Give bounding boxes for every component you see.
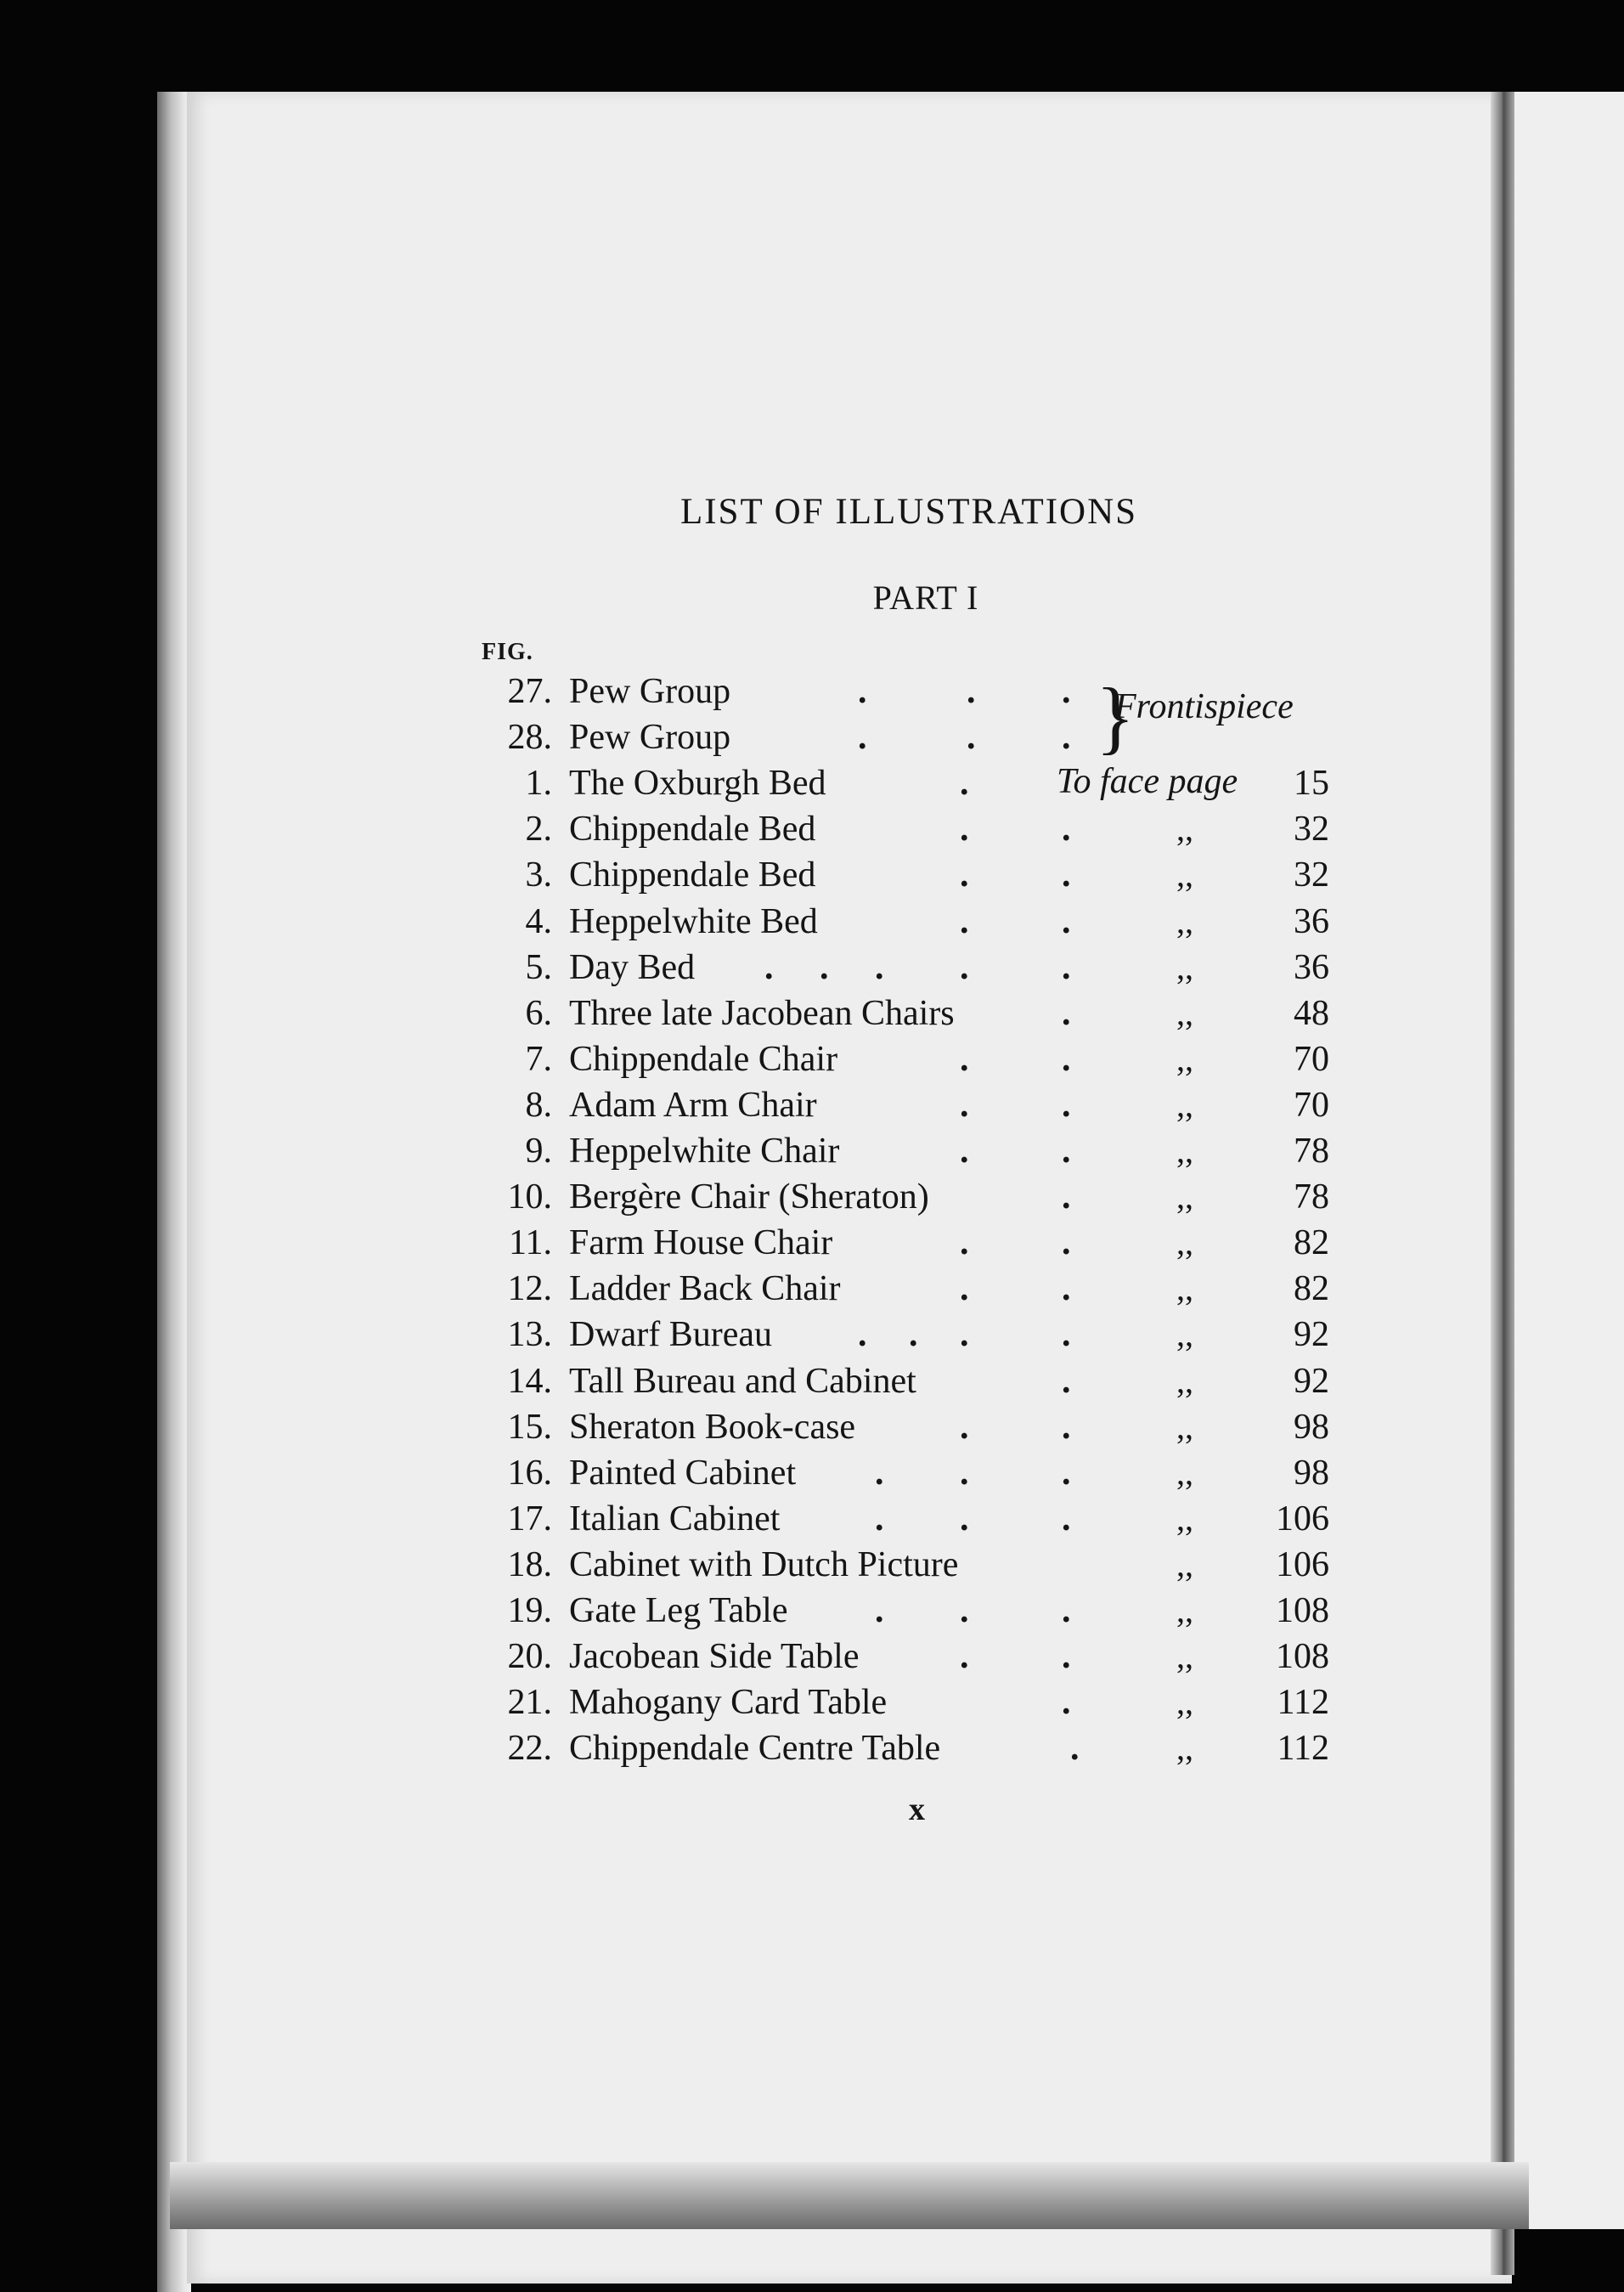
leader-dot: .: [875, 1453, 884, 1493]
illustration-title: Dwarf Bureau: [569, 1315, 773, 1355]
leader-dot: .: [960, 1269, 969, 1309]
page-number: 70: [1294, 1085, 1329, 1125]
fig-number: 3.: [525, 855, 552, 895]
leader-dot: .: [1062, 1269, 1071, 1309]
list-item: [476, 1728, 1342, 1774]
list-item: [476, 717, 1342, 763]
fig-number: 1.: [525, 764, 552, 804]
ditto-mark: ,,: [1176, 1315, 1193, 1354]
ditto-mark: ,,: [1176, 1269, 1193, 1308]
illustration-title: Pew Group: [569, 672, 731, 711]
illustration-title: The Oxburgh Bed: [569, 764, 826, 804]
list-item: [476, 1499, 1342, 1544]
page-number: 98: [1294, 1453, 1329, 1493]
leader-dot: .: [960, 1453, 969, 1493]
leader-dot: .: [1062, 1407, 1071, 1447]
fig-number: 18.: [507, 1544, 552, 1584]
illustration-title: Jacobean Side Table: [569, 1637, 860, 1677]
fig-number: 8.: [525, 1085, 552, 1125]
illustration-title: Italian Cabinet: [569, 1499, 781, 1538]
leader-dot: .: [1062, 1223, 1071, 1263]
list-item: [476, 1361, 1342, 1407]
fig-number: 17.: [507, 1499, 552, 1538]
list-item: [476, 1544, 1342, 1590]
fig-number: 2.: [525, 810, 552, 850]
leader-dot: .: [960, 1085, 969, 1125]
fig-number: 10.: [507, 1177, 552, 1217]
fig-number: 19.: [507, 1591, 552, 1630]
ditto-mark: ,,: [1176, 1085, 1193, 1124]
fig-number: 6.: [525, 993, 552, 1033]
list-item: [476, 1590, 1342, 1636]
illustration-title: Three late Jacobean Chairs: [569, 993, 955, 1033]
fig-number: 11.: [509, 1223, 552, 1263]
list-item: [476, 947, 1342, 993]
illustration-title: Sheraton Book-case: [569, 1407, 856, 1447]
fig-number: 13.: [507, 1315, 552, 1355]
leader-dot: .: [1062, 1499, 1071, 1538]
list-item: [476, 1039, 1342, 1085]
leader-dot: .: [960, 1637, 969, 1677]
part-heading: PART I: [872, 579, 979, 617]
leader-dot: .: [1062, 1315, 1071, 1355]
leader-dot: .: [960, 947, 969, 987]
leader-dot: .: [1062, 810, 1071, 850]
leader-dot: .: [960, 1407, 969, 1447]
list-item: [476, 993, 1342, 1039]
illustration-title: Day Bed: [569, 947, 696, 987]
leader-dot: .: [960, 1132, 969, 1171]
illustration-title: Gate Leg Table: [569, 1591, 788, 1630]
page-left-edge: [157, 92, 191, 2292]
leader-dot: .: [875, 1591, 884, 1630]
page-folio: x: [909, 1792, 925, 1827]
ditto-mark: ,,: [1176, 1361, 1193, 1400]
to-face-page-label: To face page: [1057, 762, 1238, 801]
leader-dot: .: [1062, 672, 1071, 711]
fig-number: 12.: [507, 1269, 552, 1309]
leader-dot: .: [875, 1499, 884, 1538]
ditto-mark: ,,: [1176, 810, 1193, 849]
illustration-title: Adam Arm Chair: [569, 1085, 817, 1125]
fig-number: 4.: [525, 901, 552, 941]
ditto-mark: ,,: [1176, 1407, 1193, 1446]
leader-dot: .: [1062, 1637, 1071, 1677]
leader-dot: .: [967, 672, 976, 711]
leader-dot: .: [1062, 1453, 1071, 1493]
leader-dot: .: [1062, 1591, 1071, 1630]
ditto-mark: ,,: [1176, 1177, 1193, 1217]
illustration-title: Bergère Chair (Sheraton): [569, 1177, 929, 1217]
list-item: [476, 1682, 1342, 1728]
facing-page-edge: [1514, 92, 1624, 2229]
fig-column-label: FIG.: [482, 639, 533, 665]
illustration-title: Heppelwhite Bed: [569, 901, 818, 941]
frontispiece-brace: }: [1096, 671, 1136, 762]
leader-dot: .: [1062, 993, 1071, 1033]
page-number: 15: [1294, 764, 1329, 804]
fig-number: 7.: [525, 1039, 552, 1079]
ditto-mark: ,,: [1176, 1223, 1193, 1262]
list-item: [476, 855, 1342, 900]
list-item: [476, 1314, 1342, 1360]
page-number: 36: [1294, 947, 1329, 987]
fig-number: 28.: [507, 718, 552, 758]
fig-number: 15.: [507, 1407, 552, 1447]
list-item: [476, 1453, 1342, 1499]
list-item: [476, 671, 1342, 717]
list-item: [476, 1407, 1342, 1453]
leader-dot: .: [960, 901, 969, 941]
leader-dot: .: [1070, 1729, 1080, 1769]
leader-dot: .: [820, 947, 829, 987]
leader-dot: .: [960, 1315, 969, 1355]
ditto-mark: ,,: [1176, 1683, 1193, 1722]
page-number: 108: [1276, 1637, 1329, 1677]
fig-number: 14.: [507, 1361, 552, 1401]
fig-number: 16.: [507, 1453, 552, 1493]
ditto-mark: ,,: [1176, 1039, 1193, 1078]
leader-dot: .: [960, 1223, 969, 1263]
page-number: 98: [1294, 1407, 1329, 1447]
illustration-title: Ladder Back Chair: [569, 1269, 841, 1309]
page-number: 106: [1276, 1499, 1329, 1538]
list-item: [476, 763, 1342, 809]
ditto-mark: ,,: [1176, 855, 1193, 895]
illustration-title: Painted Cabinet: [569, 1453, 797, 1493]
ditto-mark: ,,: [1176, 901, 1193, 940]
leader-dot: .: [1062, 1132, 1071, 1171]
leader-dot: .: [909, 1315, 918, 1355]
fig-number: 27.: [507, 672, 552, 711]
page-number: 32: [1294, 855, 1329, 895]
ditto-mark: ,,: [1176, 993, 1193, 1032]
illustration-title: Chippendale Bed: [569, 810, 816, 850]
list-item: [476, 1131, 1342, 1177]
page-bottom-shadow: [170, 2162, 1529, 2229]
page-title: LIST OF ILLUSTRATIONS: [679, 492, 1138, 532]
page-number: 32: [1294, 810, 1329, 850]
leader-dot: .: [960, 764, 969, 804]
page-number: 108: [1276, 1591, 1329, 1630]
leader-dot: .: [1062, 901, 1071, 941]
leader-dot: .: [960, 1591, 969, 1630]
fig-number: 21.: [507, 1683, 552, 1723]
list-item: [476, 901, 1342, 947]
page-number: 92: [1294, 1361, 1329, 1401]
leader-dot: .: [960, 1039, 969, 1079]
ditto-mark: ,,: [1176, 1637, 1193, 1676]
page-number: 112: [1277, 1729, 1329, 1769]
illustration-title: Chippendale Bed: [569, 855, 816, 895]
page-number: 82: [1294, 1269, 1329, 1309]
leader-dot: .: [1062, 1361, 1071, 1401]
ditto-mark: ,,: [1176, 1544, 1193, 1584]
leader-dot: .: [967, 718, 976, 758]
page-number: 36: [1294, 901, 1329, 941]
page-number: 92: [1294, 1315, 1329, 1355]
illustration-title: Heppelwhite Chair: [569, 1132, 840, 1171]
leader-dot: .: [1062, 718, 1071, 758]
page-number: 70: [1294, 1039, 1329, 1079]
list-item: [476, 1268, 1342, 1314]
leader-dot: .: [1062, 1039, 1071, 1079]
leader-dot: .: [1062, 1177, 1071, 1217]
list-item: [476, 1222, 1342, 1268]
leader-dot: .: [1062, 1085, 1071, 1125]
ditto-mark: ,,: [1176, 1591, 1193, 1629]
leader-dot: .: [858, 718, 867, 758]
list-item: [476, 1636, 1342, 1682]
ditto-mark: ,,: [1176, 1132, 1193, 1170]
page-number: 78: [1294, 1177, 1329, 1217]
ditto-mark: ,,: [1176, 1453, 1193, 1492]
leader-dot: .: [1062, 1683, 1071, 1723]
leader-dot: .: [960, 855, 969, 895]
leader-dot: .: [1062, 947, 1071, 987]
frontispiece-label: Frontispiece: [1114, 687, 1294, 726]
illustration-title: Tall Bureau and Cabinet: [569, 1361, 916, 1401]
page-number: 78: [1294, 1132, 1329, 1171]
leader-dot: .: [858, 1315, 867, 1355]
illustration-title: Chippendale Chair: [569, 1039, 838, 1079]
page-number: 48: [1294, 993, 1329, 1033]
leader-dot: .: [764, 947, 774, 987]
book-gutter: [1491, 92, 1514, 2275]
page-number: 82: [1294, 1223, 1329, 1263]
illustration-title: Mahogany Card Table: [569, 1683, 888, 1723]
ditto-mark: ,,: [1176, 947, 1193, 986]
leader-dot: .: [960, 810, 969, 850]
list-item: [476, 809, 1342, 855]
fig-number: 9.: [525, 1132, 552, 1171]
ditto-mark: ,,: [1176, 1729, 1193, 1768]
fig-number: 5.: [525, 947, 552, 987]
fig-number: 22.: [507, 1729, 552, 1769]
illustration-title: Farm House Chair: [569, 1223, 833, 1263]
leader-dot: .: [858, 672, 867, 711]
illustration-title: Cabinet with Dutch Picture: [569, 1544, 959, 1584]
page-number: 112: [1277, 1683, 1329, 1723]
list-item: [476, 1085, 1342, 1131]
list-item: [476, 1177, 1342, 1222]
ditto-mark: ,,: [1176, 1499, 1193, 1538]
fig-number: 20.: [507, 1637, 552, 1677]
leader-dot: .: [960, 1499, 969, 1538]
illustration-title: Chippendale Centre Table: [569, 1729, 941, 1769]
leader-dot: .: [1062, 855, 1071, 895]
leader-dot: .: [875, 947, 884, 987]
illustration-title: Pew Group: [569, 718, 731, 758]
page-number: 106: [1276, 1544, 1329, 1584]
